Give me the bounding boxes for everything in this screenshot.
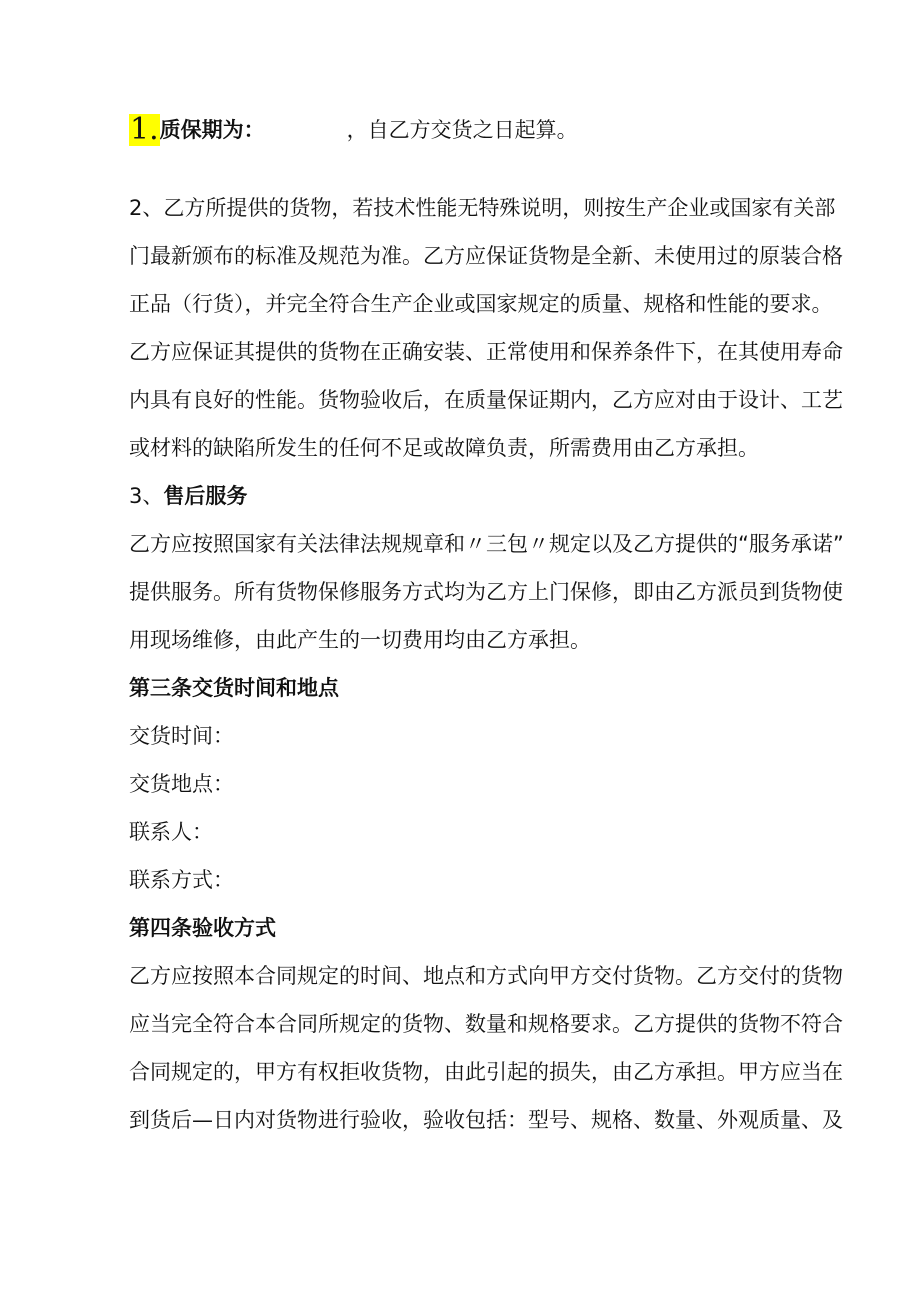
- delivery-time-field: 交货时间：: [129, 724, 234, 748]
- section-number: 3、: [129, 484, 164, 508]
- paragraph-line: 2、乙方所提供的货物，若技术性能无特殊说明，则按生产企业或国家有关部: [129, 196, 836, 220]
- warranty-label: 质保期为：: [159, 118, 265, 142]
- item-number-highlight: 1.: [130, 112, 159, 147]
- article-3-heading: 第三条交货时间和地点: [129, 676, 339, 700]
- paragraph-line: 提供服务。所有货物保修服务方式均为乙方上门保修，即由乙方派员到货物使: [129, 580, 843, 604]
- contact-method-field: 联系方式：: [129, 868, 234, 892]
- paragraph-line: 用现场维修，由此产生的一切费用均由乙方承担。: [129, 628, 591, 652]
- paragraph-line: 乙方应保证其提供的货物在正确安装、正常使用和保养条件下，在其使用寿命: [129, 340, 843, 364]
- contact-person-field: 联系人：: [129, 820, 213, 844]
- paragraph-line: 到货后—日内对货物进行验收，验收包括：型号、规格、数量、外观质量、及: [129, 1108, 843, 1132]
- paragraph-line: 内具有良好的性能。货物验收后，在质量保证期内，乙方应对由于设计、工艺: [129, 388, 843, 412]
- warranty-period-line: [129, 112, 919, 148]
- paragraph-line: 正品（行货），并完全符合生产企业或国家规定的质量、规格和性能的要求。: [129, 292, 833, 316]
- section-title: 售后服务: [163, 484, 248, 508]
- paragraph-line: 或材料的缺陷所发生的任何不足或故障负责，所需费用由乙方承担。: [129, 436, 759, 460]
- after-sales-heading: [129, 481, 919, 511]
- paragraph-line: 应当完全符合本合同所规定的货物、数量和规格要求。乙方提供的货物不符合: [129, 1012, 843, 1036]
- paragraph-line: 乙方应按照国家有关法律法规规章和〃三包〃规定以及乙方提供的“服务承诺”: [129, 532, 844, 556]
- paragraph-line: 合同规定的，甲方有权拒收货物，由此引起的损失，由乙方承担。甲方应当在: [129, 1060, 843, 1084]
- article-4-heading: 第四条验收方式: [129, 916, 276, 940]
- paragraph-line: 乙方应按照本合同规定的时间、地点和方式向甲方交付货物。乙方交付的货物: [129, 964, 843, 988]
- warranty-suffix: ，自乙方交货之日起算。: [346, 118, 578, 142]
- delivery-location-field: 交货地点：: [129, 772, 234, 796]
- paragraph-line: 门最新颁布的标准及规范为准。乙方应保证货物是全新、未使用过的原装合格: [129, 244, 843, 268]
